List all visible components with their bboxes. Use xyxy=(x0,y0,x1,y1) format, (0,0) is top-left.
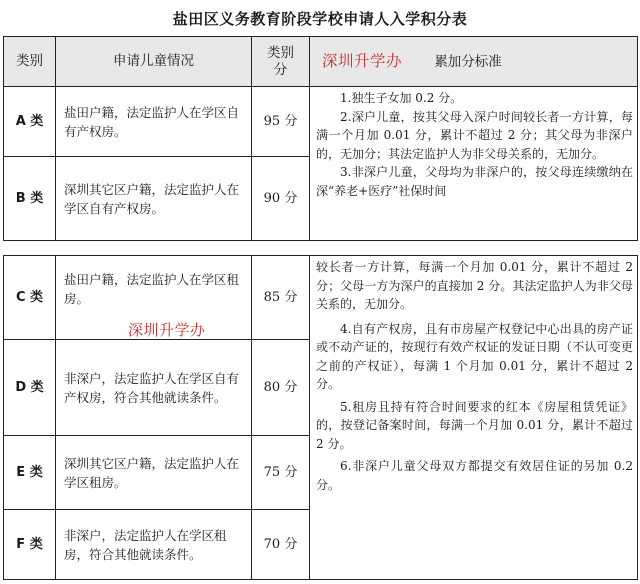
category-cell: A 类 xyxy=(4,87,56,157)
rule-item: 4.自有产权房，且有市房屋产权登记中心出具的房产证或不动产证的，按现行有效产权证的发证日期（不认可变更之前的产权证），每满 1 个月加 0.01 分，累计不超过 2 分。 xyxy=(316,321,633,391)
category-cell: E 类 xyxy=(4,436,56,510)
score-cell: 70 分 xyxy=(252,510,310,580)
score-cell: 80 分 xyxy=(252,340,310,436)
category-cell: C 类 xyxy=(4,256,56,340)
watermark-middle: 深圳升学办 xyxy=(128,321,206,339)
header-score-line2: 分 xyxy=(273,61,288,78)
header-score-line1: 类别 xyxy=(267,44,294,61)
table-header-row xyxy=(4,37,638,87)
table-row xyxy=(4,256,638,340)
condition-cell: 盐田户籍，法定监护人在学区租房。 xyxy=(56,256,252,340)
watermark-header: 深圳升学办 xyxy=(322,51,403,70)
table-row xyxy=(4,87,638,157)
header-condition: 申请儿童情况 xyxy=(56,37,252,87)
rules-cell-top xyxy=(310,87,638,241)
condition-cell: 非深户，法定监护人在学区租房，符合其他就读条件。 xyxy=(56,510,252,580)
score-table-bottom xyxy=(3,255,638,580)
category-cell: F 类 xyxy=(4,510,56,580)
header-score xyxy=(252,37,310,87)
header-rules xyxy=(310,37,638,87)
rule-item: 6.非深户儿童父母双方都提交有效居住证的另加 0.2 分。 xyxy=(316,459,633,492)
rule-item: 5.租房且持有符合时间要求的红本《房屋租赁凭证》的，按登记备案时间，每满一个月加 0.01 分，累计不超过 2 分。 xyxy=(316,399,633,451)
rule-item: 较长者一方计算，每满一个月加 0.01 分，累计不超过 2 分；父母一方为深户的直接加 2 分。其法定监护人为非父母关系的，无加分。 xyxy=(316,260,633,311)
rule-item: 3.非深户儿童，父母均为非深户的，按父母连续缴纳在深“养老+医疗”社保时间 xyxy=(316,165,633,198)
score-cell: 75 分 xyxy=(252,436,310,510)
category-cell: B 类 xyxy=(4,157,56,241)
score-cell: 90 分 xyxy=(252,157,310,241)
page-title: 盐田区义务教育阶段学校申请人入学积分表 xyxy=(172,10,468,28)
condition-cell: 深圳其它区户籍，法定监护人在学区租房。 xyxy=(56,436,252,510)
condition-cell: 非深户，法定监护人在学区自有产权房，符合其他就读条件。 xyxy=(56,340,252,436)
rule-item: 1.独生子女加 0.2 分。 xyxy=(340,91,463,105)
score-cell: 95 分 xyxy=(252,87,310,157)
rule-item: 2.深户儿童，按其父母入深户时间较长者一方计算，每满一个月加 0.01 分，累计不超过 2 分；其父母为非深户的，无加分；其法定监护人为非父母关系的，无加分。 xyxy=(316,109,633,161)
category-cell: D 类 xyxy=(4,340,56,436)
condition-cell: 盐田户籍，法定监护人在学区自有产权房。 xyxy=(56,87,252,157)
score-table-top xyxy=(3,36,638,241)
header-rules-label: 累加分标准 xyxy=(434,53,502,70)
header-category: 类别 xyxy=(4,37,56,87)
score-cell: 85 分 xyxy=(252,256,310,340)
rules-cell-bottom xyxy=(310,256,638,580)
condition-cell: 深圳其它区户籍，法定监护人在学区自有产权房。 xyxy=(56,157,252,241)
